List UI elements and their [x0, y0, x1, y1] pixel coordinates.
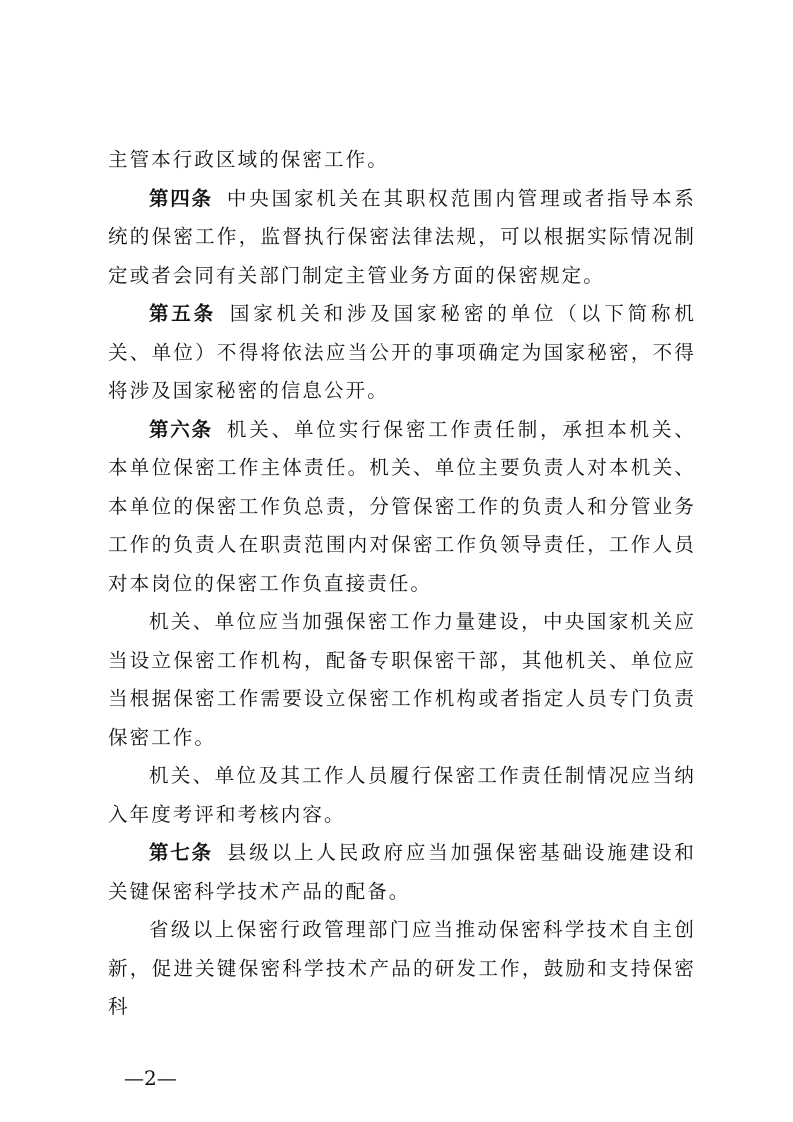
paragraph-text: 县级以上人民政府应当加强保密基础设施建设和关键保密科学技术产品的配备。 [108, 841, 696, 903]
paragraph-article-6-3 [108, 757, 696, 834]
article-heading: 第五条 [149, 302, 216, 325]
article-heading: 第六条 [149, 417, 213, 441]
paragraph-article-6 [108, 411, 696, 604]
document-body [108, 141, 696, 1027]
paragraph-article-5 [108, 295, 696, 411]
paragraph-1 [108, 141, 696, 180]
paragraph-article-6-2 [108, 603, 696, 757]
paragraph-text: 省级以上保密行政管理部门应当推动保密科学技术自主创新，促进关键保密科学技术产品的研发工作，鼓励和支持保密科 [108, 918, 696, 1018]
paragraph-article-4 [108, 180, 696, 296]
paragraph-text: 主管本行政区域的保密工作。 [108, 148, 389, 171]
paragraph-text: 中央国家机关在其职权范围内管理或者指导本系统的保密工作，监督执行保密法律法规，可以根据实际情况制定或者会同有关部门制定主管业务方面的保密规定。 [108, 186, 696, 287]
paragraph-text: 机关、单位应当加强保密工作力量建设，中央国家机关应当设立保密工作机构，配备专职保密干部，其他机关、单位应当根据保密工作需要设立保密工作机构或者指定人员专门负责保密工作。 [108, 610, 696, 749]
paragraph-text: 机关、单位实行保密工作责任制，承担本机关、本单位保密工作主体责任。机关、单位主要负责人对本机关、本单位的保密工作负总责，分管保密工作的负责人和分管业务工作的负责人在职责范围内对保密工作负领导责任，工作人员对本岗位的保密工作负直接责任。 [108, 417, 696, 595]
paragraph-text: 国家机关和涉及国家秘密的单位（以下简称机关、单位）不得将依法应当公开的事项确定为国家秘密，不得将涉及国家秘密的信息公开。 [108, 302, 696, 402]
paragraph-text: 机关、单位及其工作人员履行保密工作责任制情况应当纳入年度考评和考核内容。 [108, 764, 696, 826]
article-heading: 第七条 [149, 841, 213, 864]
article-heading: 第四条 [149, 186, 213, 210]
paragraph-article-7 [108, 834, 696, 911]
page-number: —2— [124, 1066, 177, 1090]
paragraph-article-7-2 [108, 911, 696, 1027]
